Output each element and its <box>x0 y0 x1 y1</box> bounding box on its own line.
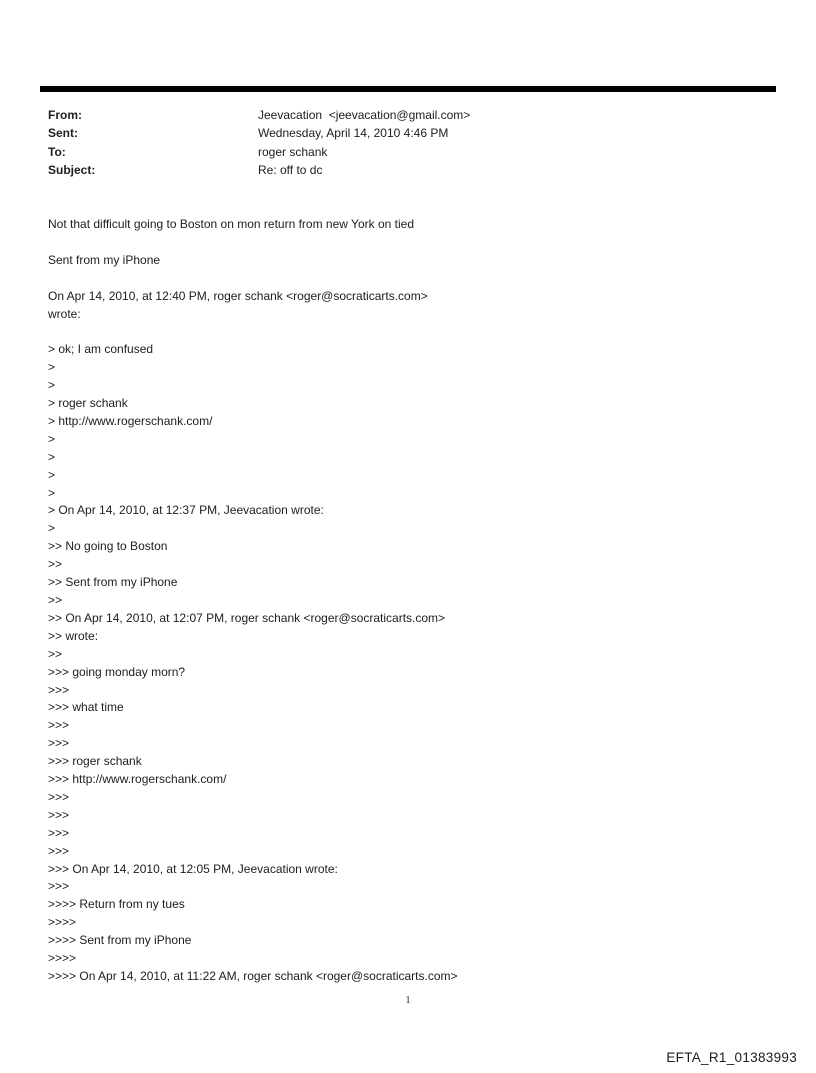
email-body-line: Sent from my iPhone <box>48 252 161 267</box>
header-row-sent <box>48 124 470 142</box>
email-body-line: >>> <box>48 843 70 858</box>
email-body-line: >>> On Apr 14, 2010, at 12:05 PM, Jeevacation wrote: <box>48 861 338 876</box>
email-body-line: > <box>48 431 56 446</box>
email-body-line: >>> roger schank <box>48 754 142 769</box>
email-body-line: >>> <box>48 682 70 697</box>
email-body-line: >>> <box>48 789 70 804</box>
email-body-line: >> <box>48 646 63 661</box>
from-label: From: <box>48 108 82 122</box>
header-row-from <box>48 106 470 124</box>
email-body-line: > <box>48 360 56 375</box>
from-value: Jeevacation <jeevacation@gmail.com> <box>258 108 471 122</box>
email-body-line: >> Sent from my iPhone <box>48 575 178 590</box>
sent-label: Sent: <box>48 126 78 141</box>
page-number: 1 <box>405 994 411 1006</box>
email-body-line: > <box>48 467 56 482</box>
email-body-line: >> <box>48 557 63 572</box>
email-body-line: >>> <box>48 807 70 822</box>
email-body-line: >>> <box>48 736 70 751</box>
sent-value: Wednesday, April 14, 2010 4:46 PM <box>258 126 449 141</box>
email-body-line: >>> <box>48 718 70 733</box>
email-body-line: > http://www.rogerschank.com/ <box>48 413 213 428</box>
email-body-line: >>> what time <box>48 700 124 715</box>
subject-label: Subject: <box>48 163 96 178</box>
email-body-line <box>48 323 458 341</box>
email-body-line: > <box>48 449 56 464</box>
email-body-line: >>> http://www.rogerschank.com/ <box>48 772 227 787</box>
email-body-line: >> On Apr 14, 2010, at 12:07 PM, roger schank <roger@socraticarts.com> <box>48 610 446 625</box>
email-body-line: > <box>48 521 56 536</box>
email-body-line: > roger schank <box>48 396 128 411</box>
email-body-line: >>> going monday morn? <box>48 664 186 679</box>
to-label: To: <box>48 144 66 159</box>
email-body-line: >>>> <box>48 915 77 930</box>
email-body-line: >>>> On Apr 14, 2010, at 11:22 AM, roger schank <roger@socraticarts.com> <box>48 969 458 984</box>
email-body-line: >>>> Return from ny tues <box>48 897 185 912</box>
email-body-line <box>48 270 458 288</box>
email-body-line: > On Apr 14, 2010, at 12:37 PM, Jeevacation wrote: <box>48 503 324 518</box>
email-body-line: Not that difficult going to Boston on mon return from new York on tied <box>48 217 414 231</box>
email-body-line: >> wrote: <box>48 628 99 643</box>
email-body-line: >>> <box>48 825 70 840</box>
bates-number: EFTA_R1_01383993 <box>666 1050 797 1065</box>
email-body-line: > <box>48 485 56 500</box>
email-body-line: > <box>48 378 56 393</box>
email-body-line: >>> <box>48 879 70 894</box>
subject-value: Re: off to dc <box>258 163 323 178</box>
email-body-line: On Apr 14, 2010, at 12:40 PM, roger schank <roger@socraticarts.com> <box>48 288 428 303</box>
email-body-line: > ok; I am confused <box>48 342 154 357</box>
to-value: roger schank <box>258 144 328 159</box>
email-header <box>48 106 470 180</box>
email-body-line: >>>> Sent from my iPhone <box>48 933 192 948</box>
header-divider-rule <box>40 86 776 92</box>
header-row-subject <box>48 161 470 179</box>
email-body-line <box>48 234 458 252</box>
email-body-line: wrote: <box>48 306 81 321</box>
email-body-line: >> No going to Boston <box>48 539 168 554</box>
email-body-line: >> <box>48 592 63 607</box>
header-row-to <box>48 143 470 161</box>
email-body-line: >>>> <box>48 951 77 966</box>
email-body <box>48 216 458 986</box>
